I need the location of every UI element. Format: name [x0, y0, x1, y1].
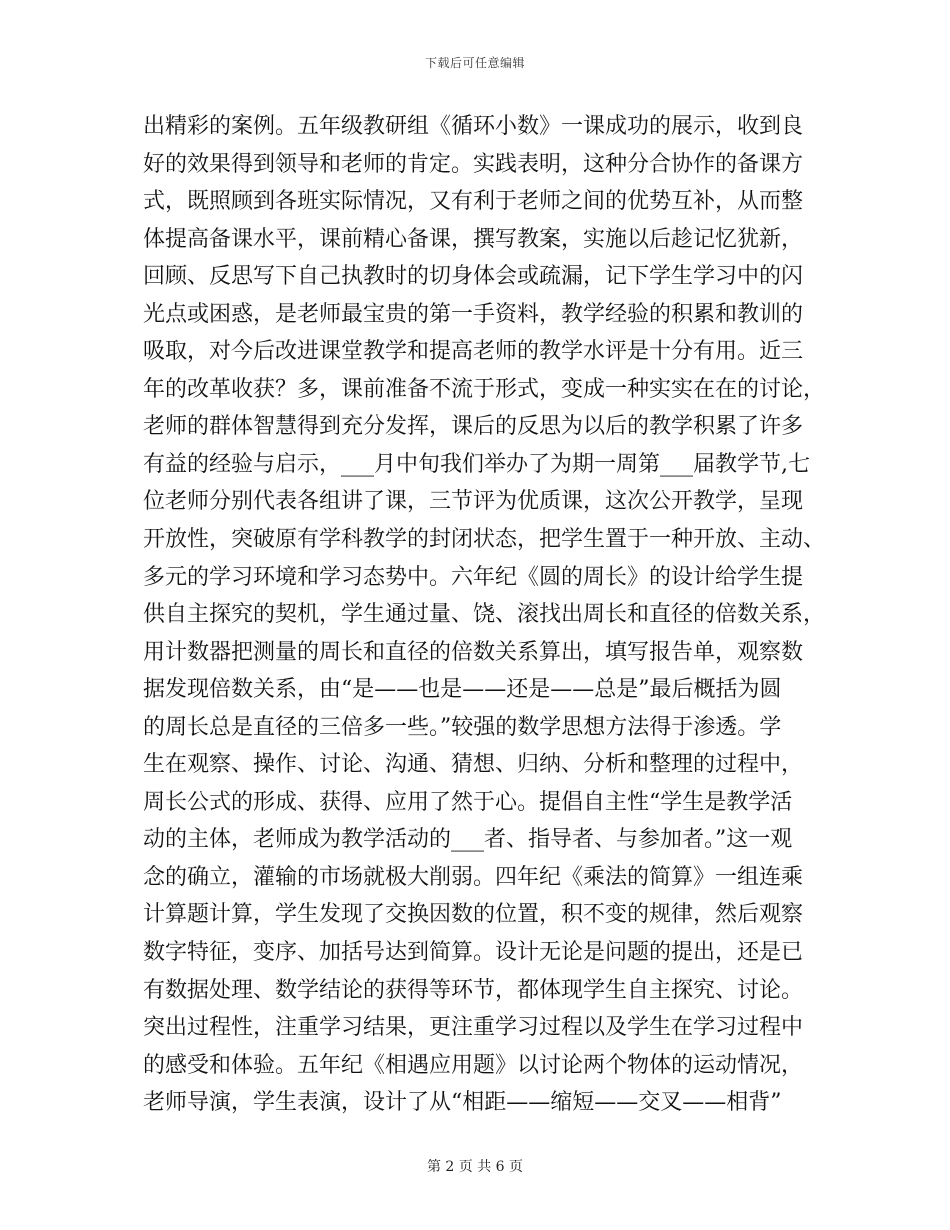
body-line: 动的主体，老师成为教学活动的___者、指导者、与参加者。”这一观	[143, 827, 793, 853]
body-line: 的周长总是直径的三倍多一些。”较强的数学思想方法得于渗透。学	[143, 714, 782, 740]
body-line: 吸取，对今后改进课堂教学和提高老师的教学水评是十分有用。近三	[143, 339, 804, 365]
page-number-footer: 第 2 页 共 6 页	[426, 1159, 524, 1175]
body-line: 老师的群体智慧得到充分发挥，课后的反思为以后的教学积累了许多	[143, 414, 804, 440]
body-line: 出精彩的案例。五年级教研组《循环小数》一课成功的展示，收到良	[143, 114, 804, 139]
body-line: 的感受和体验。五年纪《相遇应用题》以讨论两个物体的运动情况，	[143, 1052, 804, 1078]
body-line: 突出过程性，注重学习结果，更注重学习过程以及学生在学习过程中	[143, 1015, 804, 1041]
body-line: 计算题计算，学生发现了交换因数的位置，积不变的规律，然后观察	[143, 902, 804, 928]
body-line: 式，既照顾到各班实际情况，又有利于老师之间的优势互补，从而整	[143, 189, 804, 215]
body-line: 多元的学习环境和学习态势中。六年纪《圆的周长》的设计给学生提	[143, 564, 804, 590]
body-line: 体提高备课水平，课前精心备课，撰写教案，实施以后趁记忆犹新，	[143, 226, 804, 252]
body-line: 回顾、反思写下自己执教时的切身体会或疏漏，记下学生学习中的闪	[143, 264, 804, 290]
body-line: 念的确立，灌输的市场就极大削弱。四年纪《乘法的简算》一组连乘	[143, 864, 804, 890]
body-line: 供自主探究的契机，学生通过量、饶、滚找出周长和直径的倍数关系，	[143, 602, 826, 628]
body-line: 周长公式的形成、获得、应用了然于心。提倡自主性“学生是教学活	[143, 789, 793, 815]
page-header-note: 下载后可任意编辑	[424, 56, 525, 70]
body-line: 据发现倍数关系，由“是——也是——还是——总是”最后概括为圆	[143, 677, 782, 703]
body-line: 生在观察、操作、讨论、沟通、猜想、归纳、分析和整理的过程中，	[143, 752, 804, 778]
body-line: 老师导演，学生表演，设计了从“相距——缩短——交叉——相背”	[143, 1090, 782, 1116]
body-line: 用计数器把测量的周长和直径的倍数关系算出，填写报告单，观察数	[143, 639, 804, 665]
document-body	[143, 108, 826, 1122]
body-line: 开放性，突破原有学科教学的封闭状态，把学生置于一种开放、主动、	[143, 527, 826, 553]
body-line: 好的效果得到领导和老师的肯定。实践表明，这种分合协作的备课方	[143, 151, 804, 177]
body-line: 有益的经验与启示，___月中旬我们举办了为期一周第___届教学节,七	[143, 451, 810, 477]
body-line: 光点或困惑，是老师最宝贵的第一手资料，教学经验的积累和教训的	[143, 301, 804, 327]
body-line: 位老师分别代表各组讲了课，三节评为优质课，这次公开教学，呈现	[143, 489, 804, 515]
body-line: 有数据处理、数学结论的获得等环节，都体现学生自主探究、讨论。	[143, 977, 804, 1003]
body-line: 数字特征，变序、加括号达到简算。设计无论是问题的提出，还是已	[143, 940, 804, 966]
body-line: 年的改革收获？多，课前准备不流于形式，变成一种实实在在的讨论，	[143, 376, 826, 402]
